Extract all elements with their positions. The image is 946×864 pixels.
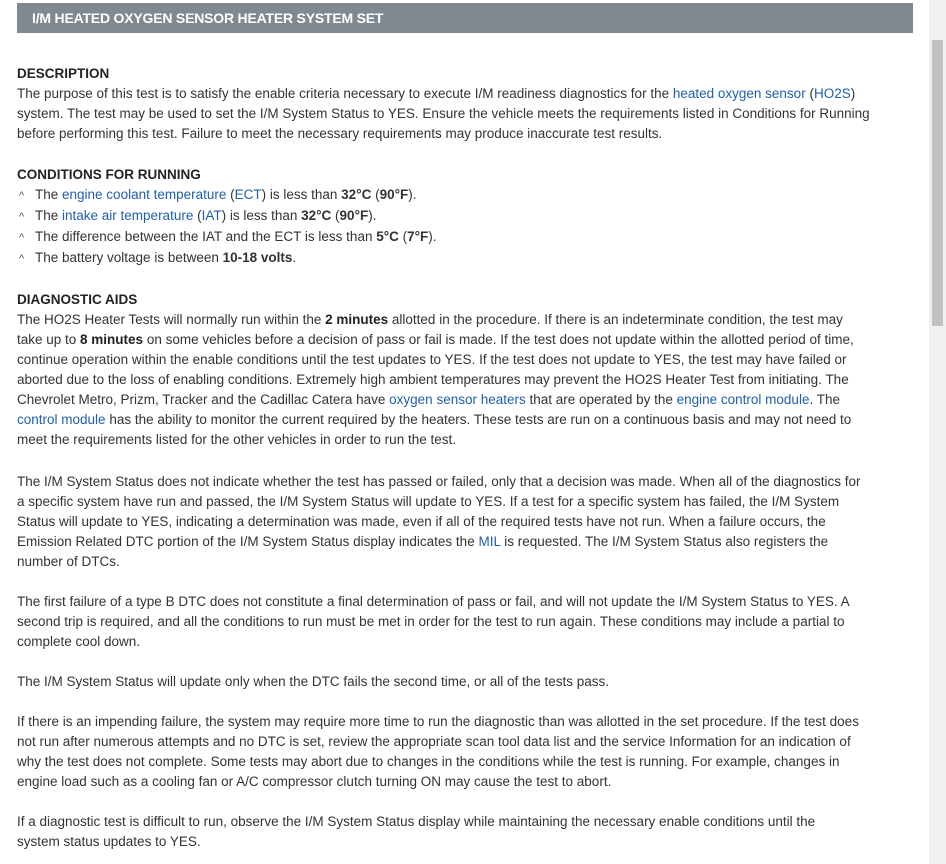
- text-line: The first failure of a type B DTC does not constitute a final determination of pass or fail, and will not update the I/M System Status to YES. A: [17, 594, 850, 609]
- text-line: a specific system have run and passed, the I/M System Status will update to YES. If a test for a specific system has failed, the I/M System: [17, 494, 840, 509]
- description-heading: DESCRIPTION: [17, 66, 110, 81]
- text-line: second trip is required, and all the conditions to run must be met in order for the test to run again. These conditions may include a partial to: [17, 614, 845, 629]
- text: The difference between the IAT and the ECT is less than: [35, 229, 377, 244]
- description-line-2: system. The test may be used to set the I/M System Status to YES. Ensure the vehicle meets the requirements listed in Conditions for Running: [17, 106, 870, 121]
- text: Chevrolet Metro, Prizm, Tracker and the Cadillac Catera have: [17, 392, 390, 407]
- value: 8 minutes: [80, 332, 144, 347]
- text-line: system status updates to YES.: [17, 834, 201, 849]
- value: 90°F: [339, 208, 369, 223]
- caret-icon: ^: [19, 211, 25, 223]
- caret-icon: ^: [19, 253, 25, 265]
- text-line: The I/M System Status does not indicate whether the test has passed or failed, only that a decision was made. When all of the diagnostics for: [17, 474, 861, 489]
- diagnostic-aids-paragraph-6: [17, 812, 914, 852]
- ect-link[interactable]: ECT: [234, 187, 262, 202]
- diagnostic-aids-paragraph-5: [17, 712, 914, 792]
- text-line: [17, 310, 914, 330]
- text-line: continue operation within the enable conditions until the test updates to YES. If the test does not update to YES, the test may have failed or: [17, 352, 847, 367]
- description-line-1: [17, 84, 914, 104]
- condition-item-temp-difference: [19, 227, 437, 248]
- text: (: [371, 187, 380, 202]
- text: .: [292, 250, 297, 265]
- text: Emission Related DTC portion of the I/M System Status display indicates the: [17, 534, 479, 549]
- engine-control-module-link[interactable]: engine control module: [676, 392, 810, 407]
- value: 90°F: [379, 187, 409, 202]
- text: ): [850, 86, 856, 101]
- text-line: [17, 410, 914, 430]
- header-bar: [17, 3, 913, 33]
- text: ).: [368, 208, 377, 223]
- text-line: If a diagnostic test is difficult to run, observe the I/M System Status display while maintaining the necessary enable conditions until the: [17, 814, 816, 829]
- ho2s-link[interactable]: HO2S: [813, 86, 851, 101]
- description-paragraph: [17, 84, 914, 144]
- text-line: Status will update to YES, indicating a determination was made, even if all of the required tests have not run. When a failure occurs, the: [17, 514, 826, 529]
- text: (: [805, 86, 814, 101]
- engine-coolant-temperature-link[interactable]: engine coolant temperature: [62, 187, 227, 202]
- text: ).: [408, 187, 417, 202]
- text-line: why the test does not complete. Some tests may abort due to changes in the conditions while the test is running. For example, changes in: [17, 754, 840, 769]
- conditions-heading: CONDITIONS FOR RUNNING: [17, 167, 201, 182]
- value: 10-18 volts: [222, 250, 293, 265]
- text-line: complete cool down.: [17, 634, 141, 649]
- text: (: [226, 187, 235, 202]
- text-line: [17, 532, 914, 552]
- text: (: [331, 208, 340, 223]
- diagnostic-aids-paragraph-1: [17, 310, 914, 450]
- value: 32°C: [341, 187, 372, 202]
- mil-link[interactable]: MIL: [478, 534, 501, 549]
- text: has the ability to monitor the current required by the heaters. These tests are run on a continuous basis and may not need to: [105, 412, 852, 427]
- text-line: meet the requirements listed for the other vehicles in order to run the test.: [17, 432, 456, 447]
- diagnostic-aids-paragraph-3: [17, 592, 914, 652]
- text: . The: [809, 392, 840, 407]
- text: The purpose of this test is to satisfy the enable criteria necessary to execute I/M readiness diagnostics for the: [17, 86, 673, 101]
- text: ) is less than: [261, 187, 342, 202]
- iat-link[interactable]: IAT: [201, 208, 222, 223]
- text: on some vehicles before a decision of pass or fail is made. If the test does not update within the allotted period of time,: [143, 332, 854, 347]
- text: that are operated by the: [525, 392, 677, 407]
- condition-item-ect: [19, 185, 417, 206]
- value: 32°C: [301, 208, 332, 223]
- text: take up to: [17, 332, 81, 347]
- text: The: [35, 187, 63, 202]
- text: (: [193, 208, 202, 223]
- text-line: [17, 390, 914, 410]
- description-line-3: before performing this test. Failure to meet the necessary requirements may produce inaccurate test results.: [17, 126, 663, 141]
- caret-icon: ^: [19, 190, 25, 202]
- text: ).: [428, 229, 437, 244]
- condition-item-battery-voltage: [19, 248, 296, 269]
- diagnostic-aids-heading: DIAGNOSTIC AIDS: [17, 292, 138, 307]
- text-line: aborted due to the loss of enabling conditions. Extremely high ambient temperatures may prevent the HO2S Heater Test from initiating. The: [17, 372, 849, 387]
- diagnostic-aids-paragraph-4: [17, 672, 914, 692]
- page-title: I/M HEATED OXYGEN SENSOR HEATER SYSTEM SET: [32, 10, 384, 26]
- text-line: engine load such as a cooling fan or A/C compressor clutch turning ON may cause the test to abort.: [17, 774, 612, 789]
- scrollbar-thumb[interactable]: [932, 40, 943, 326]
- text: The battery voltage is between: [35, 250, 223, 265]
- value: 7°F: [407, 229, 429, 244]
- text: The: [35, 208, 63, 223]
- text-line: If there is an impending failure, the system may require more time to run the diagnostic than was allotted in the set procedure. If the test does: [17, 714, 859, 729]
- text-line: [17, 330, 914, 350]
- intake-air-temperature-link[interactable]: intake air temperature: [62, 208, 194, 223]
- text: The HO2S Heater Tests will normally run within the: [17, 312, 326, 327]
- text-line: not run after numerous attempts and no DTC is set, review the appropriate scan tool data list and the service Information for an indication of: [17, 734, 851, 749]
- text-line: The I/M System Status will update only when the DTC fails the second time, or all of the tests pass.: [17, 674, 610, 689]
- caret-icon: ^: [19, 232, 25, 244]
- value: 5°C: [376, 229, 399, 244]
- diagnostic-aids-paragraph-2: [17, 472, 914, 572]
- value: 2 minutes: [325, 312, 389, 327]
- control-module-link[interactable]: control module: [17, 412, 106, 427]
- heated-oxygen-sensor-link[interactable]: heated oxygen sensor: [672, 86, 806, 101]
- condition-item-iat: [19, 206, 376, 227]
- oxygen-sensor-heaters-link[interactable]: oxygen sensor heaters: [389, 392, 526, 407]
- text: ) is less than: [221, 208, 302, 223]
- text-line: number of DTCs.: [17, 554, 120, 569]
- text: allotted in the procedure. If there is an indeterminate condition, the test may: [388, 312, 843, 327]
- vertical-scrollbar[interactable]: [929, 0, 946, 864]
- text: is requested. The I/M System Status also registers the: [500, 534, 829, 549]
- text: (: [398, 229, 408, 244]
